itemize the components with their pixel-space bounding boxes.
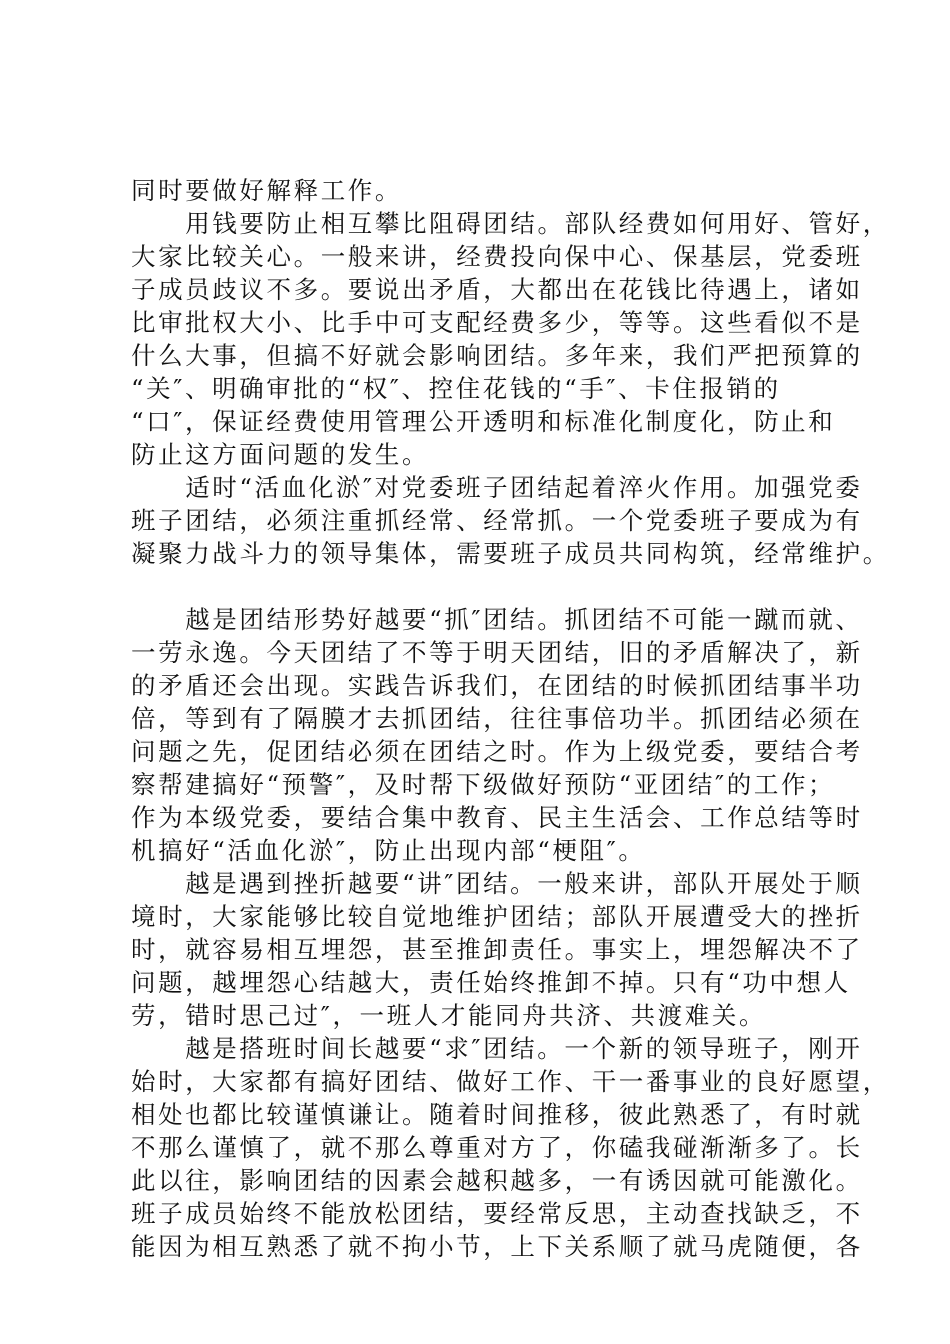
text-line: 什么大事，但搞不好就会影响团结。多年来，我们严把预算的 [131,341,863,370]
text-line: 劳，错时思己过″，一班人才能同舟共济、共渡难关。 [131,1001,767,1030]
text-line: 始时，大家都有搞好团结、做好工作、干一番事业的良好愿望， [131,1067,890,1096]
body-text [131,174,890,1263]
text-line: 班子团结，必须注重抓经常、经常抓。一个党委班子要成为有 [131,506,863,535]
text-line: 防止这方面问题的发生。 [131,440,430,469]
text-line: 时，就容易相互埋怨，甚至推卸责任。事实上，埋怨解决不了 [131,935,863,964]
text-line: 境时，大家能够比较自觉地维护团结；部队开展遭受大的挫折 [131,902,863,931]
text-line: 一劳永逸。今天团结了不等于明天团结，旧的矛盾解决了，新 [131,638,863,667]
text-line: 能因为相互熟悉了就不拘小节，上下关系顺了就马虎随便，各 [131,1232,863,1261]
text-line: 越是搭班时间长越要“求″团结。一个新的领导班子，刚开 [131,1034,863,1063]
text-line: 越是团结形势好越要“抓″团结。抓团结不可能一蹴而就、 [131,605,863,634]
paragraph-gap [131,570,851,603]
text-line: 机搞好“活血化淤″，防止出现内部“梗阻″。 [131,836,646,865]
text-line: 同时要做好解释工作。 [131,176,402,205]
text-line: 比审批权大小、比手中可支配经费多少，等等。这些看似不是 [131,308,863,337]
text-line: 适时“活血化淤″对党委班子团结起着淬火作用。加强党委 [131,473,863,502]
text-line: 相处也都比较谨慎谦让。随着时间推移，彼此熟悉了，有时就 [131,1100,863,1129]
text-line: 越是遇到挫折越要“讲″团结。一般来讲，部队开展处于顺 [131,869,863,898]
text-line: 凝聚力战斗力的领导集体，需要班子成员共同构筑，经常维护。 [131,539,890,568]
text-line: 此以往，影响团结的因素会越积越多，一有诱因就可能激化。 [131,1166,863,1195]
text-line: 作为本级党委，要结合集中教育、民主生活会、工作总结等时 [131,803,863,832]
text-line: 大家比较关心。一般来讲，经费投向保中心、保基层，党委班 [131,242,863,271]
text-line: 问题之先，促团结必须在团结之时。作为上级党委，要结合考 [131,737,863,766]
text-line: 倍，等到有了隔膜才去抓团结，往往事倍功半。抓团结必须在 [131,704,863,733]
text-line: 察帮建搞好“预警″，及时帮下级做好预防“亚团结″的工作； [131,770,836,799]
text-line: 子成员歧议不多。要说出矛盾，大都出在花钱比待遇上，诸如 [131,275,863,304]
text-line: 不那么谨慎了，就不那么尊重对方了，你磕我碰渐渐多了。长 [131,1133,863,1162]
text-line: “口″，保证经费使用管理公开透明和标准化制度化，防止和 [131,407,836,436]
text-line: 问题，越埋怨心结越大，责任始终推卸不掉。只有“功中想人 [131,968,851,997]
text-line: “关″、明确审批的“权″、控住花钱的“手″、卡住报销的 [131,374,781,403]
text-line: 的矛盾还会出现。实践告诉我们，在团结的时候抓团结事半功 [131,671,863,700]
text-line: 用钱要防止相互攀比阻碍团结。部队经费如何用好、管好， [131,209,890,238]
text-line: 班子成员始终不能放松团结，要经常反思，主动查找缺乏，不 [131,1199,863,1228]
